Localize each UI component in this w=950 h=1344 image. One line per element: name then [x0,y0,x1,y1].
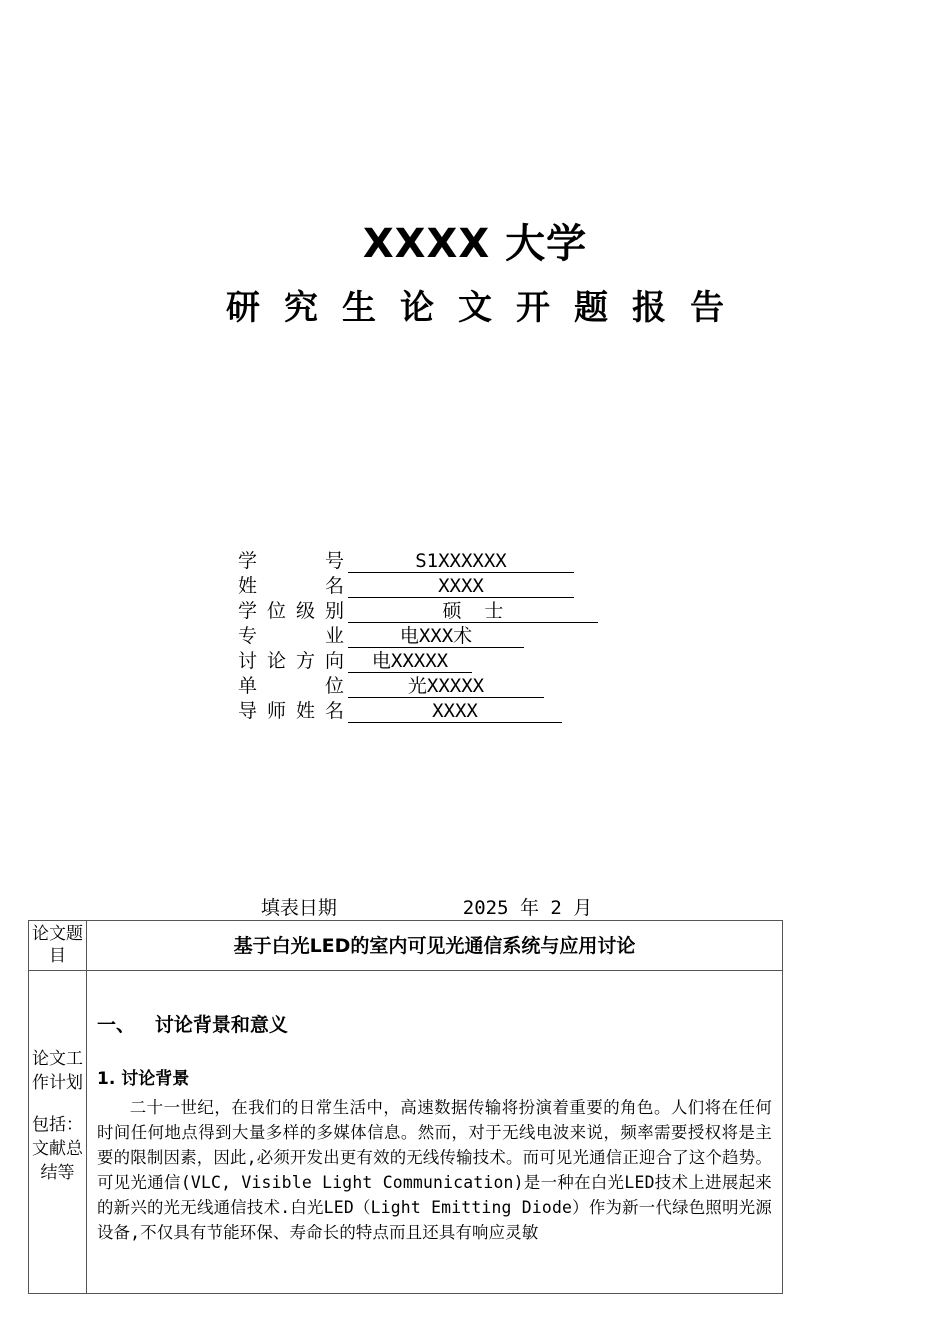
info-row-research-direction [238,648,598,673]
info-value: XXXX [348,575,574,598]
info-value: 电XXXXX [348,650,472,673]
info-value: 硕 士 [348,600,598,623]
proposal-table [28,920,783,1294]
info-label: 讨论方向 [238,650,344,672]
section-title: 一、 讨论背景和意义 [97,1014,288,1036]
info-label: 姓名 [238,575,344,597]
work-plan-label [29,971,87,1293]
info-row-student-id [238,548,598,573]
info-row-degree [238,598,598,623]
student-info [238,548,598,723]
work-plan-label-2: 包括：文献总结等 [32,1115,83,1183]
work-plan-content [87,971,782,1293]
info-value: S1XXXXXX [348,550,574,573]
date-value: 2025 年 2 月 [462,897,593,919]
info-label: 学位级别 [238,600,344,622]
info-value: 光XXXXX [348,675,544,698]
thesis-title: 基于白光LED的室内可见光通信系统与应用讨论 [87,921,782,971]
info-value: 电XXX术 [348,625,524,648]
info-label: 学号 [238,550,344,572]
work-plan-label-1: 论文工作计划 [32,1049,83,1093]
info-label: 导师姓名 [238,700,344,722]
subsection-title: 1. 讨论背景 [97,1069,190,1089]
university-name: XXXX 大学 [362,221,588,267]
info-row-name [238,573,598,598]
info-row-major [238,623,598,648]
info-row-advisor [238,698,598,723]
body-paragraph: 二十一世纪，在我们的日常生活中，高速数据传输将扮演着重要的角色。人们将在任何时间任何地点得到大量多样的多媒体信息。然而，对于无线电波来说，频率需要授权将是主要的限制因素，因此,必须开发出更有效的无线传输技术。而可见光通信正迎合了这个趋势。可见光通信(VLC, Visible Light Communication)是一种在白光LED技术上进展起来的新兴的光无线通信技术.白光LED（Light Emitting Diode）作为新一代绿色照明光源设备,不仅具有节能环保、寿命长的特点而且还具有响应灵敏 [97,1098,772,1242]
info-label: 专业 [238,625,344,647]
info-value: XXXX [348,700,562,723]
report-title: 研究生论文开题报告 [226,288,748,328]
date-label: 填表日期 [260,897,337,919]
thesis-title-label: 论文题目 [29,921,87,971]
info-label: 单位 [238,675,344,697]
info-row-unit [238,673,598,698]
fill-date [238,871,592,920]
